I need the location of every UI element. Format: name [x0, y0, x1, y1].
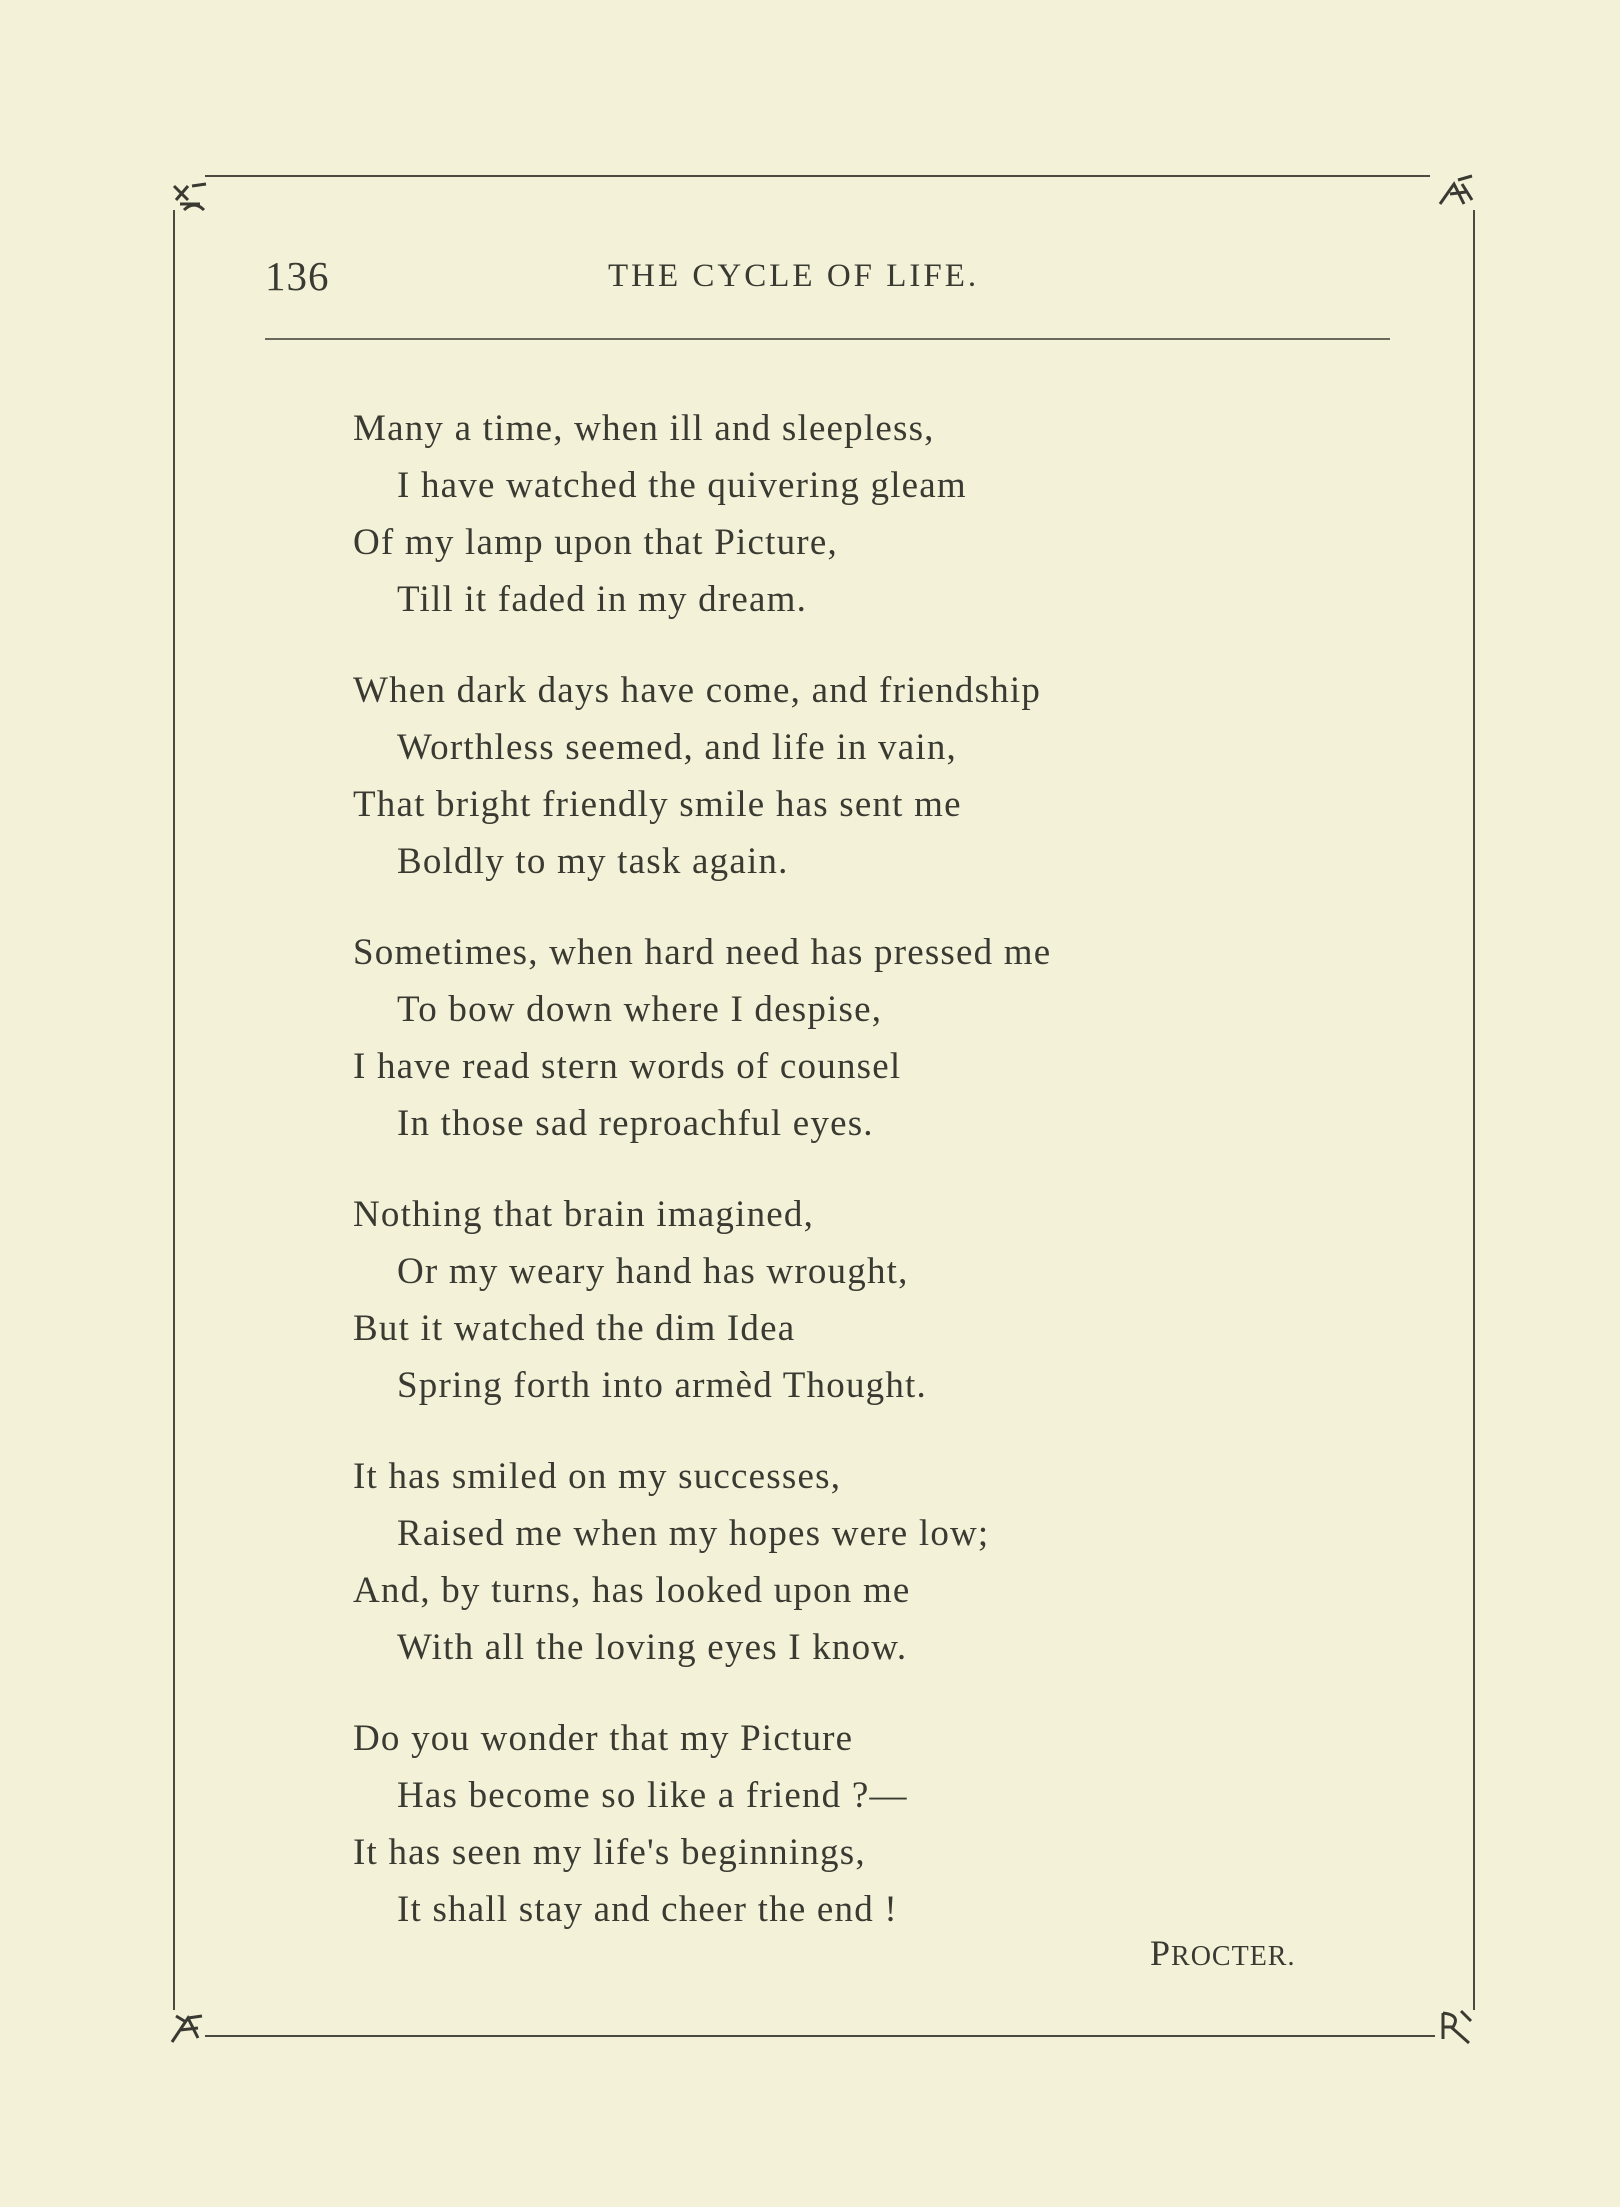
- corner-ornament-top-right-icon: [1432, 170, 1476, 210]
- corner-ornament-bottom-left-icon: [168, 2008, 212, 2048]
- poem-line: It has smiled on my successes,: [353, 1456, 842, 1497]
- poem-line: Many a time, when ill and sleepless,: [353, 408, 935, 449]
- poem-line: I have read stern words of counsel: [353, 1046, 902, 1087]
- page-number: 136: [265, 253, 330, 299]
- attribution-rest: ROCTER.: [1171, 1941, 1296, 1972]
- poem-line: In those sad reproachful eyes.: [397, 1103, 874, 1144]
- stanza: [353, 1448, 1403, 1676]
- poem-line: With all the loving eyes I know.: [397, 1627, 908, 1668]
- poem-line: It shall stay and cheer the end !: [397, 1889, 898, 1930]
- poem-line: Till it faded in my dream.: [397, 579, 808, 620]
- poem-line: It has seen my life's beginnings,: [353, 1832, 866, 1873]
- poem-line: To bow down where I despise,: [397, 989, 883, 1030]
- poem-line: Has become so like a friend ?—: [397, 1775, 908, 1816]
- poem-line: And, by turns, has looked upon me: [353, 1570, 911, 1611]
- frame-left-rule: [173, 210, 175, 2010]
- stanza: [353, 400, 1403, 628]
- poem-line: That bright friendly smile has sent me: [353, 784, 962, 825]
- stanza: [353, 662, 1403, 890]
- stanza: [353, 1186, 1403, 1414]
- poem-line: But it watched the dim Idea: [353, 1308, 796, 1349]
- frame-right-rule: [1473, 210, 1475, 2010]
- header-rule: [265, 338, 1390, 340]
- poem-line: Worthless seemed, and life in vain,: [397, 727, 957, 768]
- poem-body: [353, 400, 1403, 1972]
- poem-line: Nothing that brain imagined,: [353, 1194, 815, 1235]
- stanza: [353, 924, 1403, 1152]
- poem-line: Do you wonder that my Picture: [353, 1718, 854, 1759]
- corner-ornament-bottom-right-icon: [1435, 2005, 1479, 2045]
- attribution-initial: P: [1150, 1933, 1172, 1973]
- poem-line: Raised me when my hopes were low;: [397, 1513, 990, 1554]
- poem-line: Boldly to my task again.: [397, 841, 789, 882]
- author-attribution: [1150, 1932, 1296, 1974]
- poem-line: Spring forth into armèd Thought.: [397, 1365, 927, 1406]
- frame-top-rule: [205, 175, 1430, 177]
- poem-line: Sometimes, when hard need has pressed me: [353, 932, 1052, 973]
- stanza: [353, 1710, 1403, 1938]
- frame-bottom-rule: [205, 2035, 1435, 2037]
- poem-line: I have watched the quivering gleam: [397, 465, 967, 506]
- poem-line: Of my lamp upon that Picture,: [353, 522, 838, 563]
- running-head: THE CYCLE OF LIFE.: [608, 258, 980, 294]
- poem-line: When dark days have come, and friendship: [353, 670, 1042, 711]
- poem-line: Or my weary hand has wrought,: [397, 1251, 909, 1292]
- corner-ornament-top-left-icon: [170, 180, 214, 220]
